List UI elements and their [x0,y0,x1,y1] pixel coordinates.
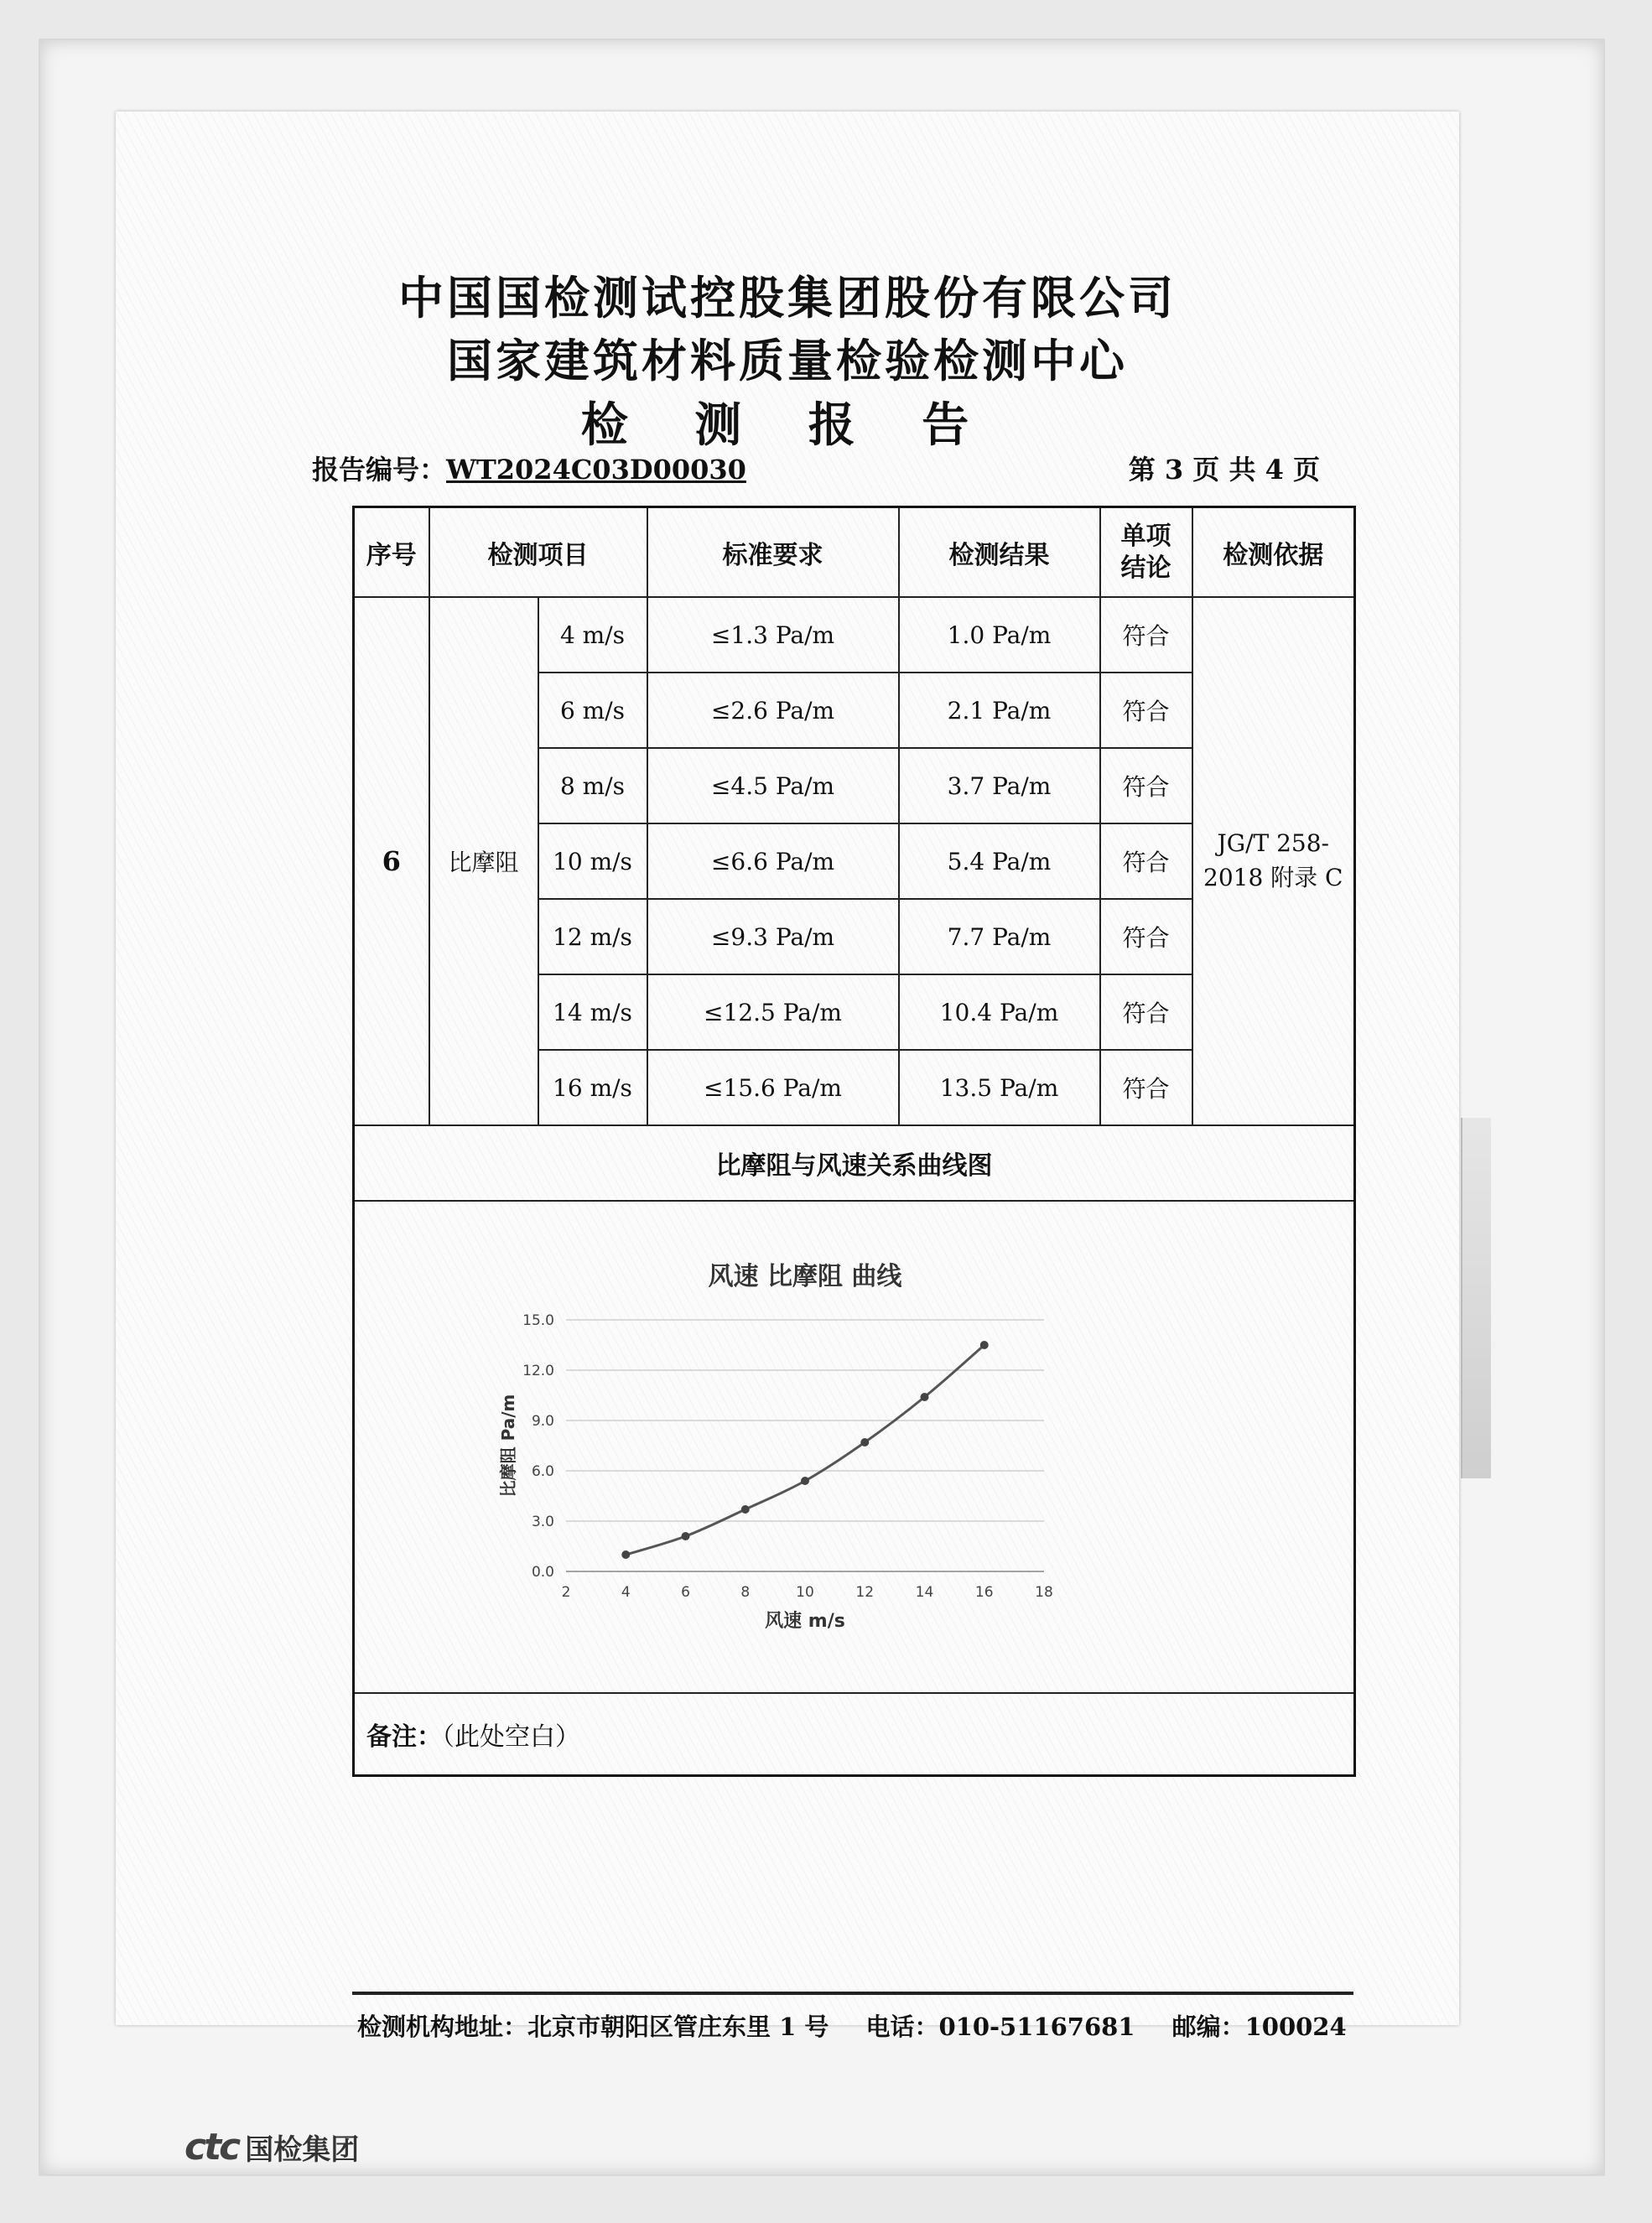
x-axis-label: 风速 m/s [765,1610,845,1632]
table-row [354,597,1355,673]
x-tick-label: 2 [561,1583,571,1601]
result-cell: 1.0 Pa/m [899,597,1100,673]
result-cell: 3.7 Pa/m [899,748,1100,823]
report-page [116,112,1459,2168]
verdict-cell: 符合 [1100,974,1192,1050]
data-point [860,1438,869,1447]
chart-title: 风速 比摩阻 曲线 [708,1261,902,1291]
x-tick-label: 14 [915,1583,934,1601]
data-point [621,1550,630,1559]
group-logo [184,2126,359,2168]
header-requirement: 标准要求 [647,507,899,598]
requirement-cell: ≤15.6 Pa/m [647,1050,899,1125]
series-line [626,1345,984,1555]
speed-cell: 12 m/s [538,899,647,974]
report-number-label: 报告编号： [312,454,447,486]
x-tick-label: 16 [974,1583,994,1601]
logo-name: 国检集团 [245,2133,360,2167]
verdict-cell: 符合 [1100,1050,1192,1125]
table-header-row [354,507,1355,598]
y-tick-label: 6.0 [531,1462,554,1480]
seal-edge [1461,1118,1491,1478]
data-point [682,1532,690,1540]
requirement-cell: ≤12.5 Pa/m [647,974,899,1050]
document-title: 检 测 报 告 [580,397,995,453]
header-basis: 检测依据 [1192,507,1355,598]
verdict-cell: 符合 [1100,899,1192,974]
y-tick-label: 0.0 [531,1563,554,1581]
requirement-cell: ≤9.3 Pa/m [647,899,899,974]
header-result: 检测结果 [899,507,1100,598]
y-axis-label: 比摩阻 Pa/m [498,1394,518,1497]
seq-cell: 6 [354,597,429,1125]
x-tick-label: 18 [1035,1583,1053,1601]
y-tick-label: 3.0 [531,1513,554,1530]
friction-curve-chart [355,1204,1353,1691]
header-seq: 序号 [354,507,429,598]
requirement-cell: ≤4.5 Pa/m [647,748,899,823]
result-cell: 2.1 Pa/m [899,673,1100,748]
speed-cell: 14 m/s [538,974,647,1050]
x-tick-label: 8 [740,1583,751,1601]
data-point [801,1477,809,1485]
x-tick-label: 10 [796,1583,814,1601]
speed-cell: 16 m/s [538,1050,647,1125]
chart-section-title: 比摩阻与风速关系曲线图 [354,1125,1355,1201]
footer-postcode: 邮编：100024 [1171,2013,1347,2041]
footer-info [357,2008,1375,2043]
requirement-cell: ≤1.3 Pa/m [647,597,899,673]
requirement-cell: ≤2.6 Pa/m [647,673,899,748]
footer-phone: 电话：010-51167681 [865,2013,1135,2041]
y-tick-label: 12.0 [522,1362,554,1379]
header-item: 检测项目 [429,507,647,598]
verdict-cell: 符合 [1100,673,1192,748]
y-tick-label: 15.0 [522,1311,554,1329]
company-name: 中国国检测试控股集团股份有限公司 [398,271,1177,325]
result-cell: 7.7 Pa/m [899,899,1100,974]
item-cell: 比摩阻 [429,597,538,1125]
result-cell: 10.4 Pa/m [899,974,1100,1050]
center-name: 国家建筑材料质量检验检测中心 [447,334,1128,387]
remark-text: （此处空白） [442,1722,580,1752]
y-tick-label: 9.0 [531,1412,554,1430]
speed-cell: 8 m/s [538,748,647,823]
remark-cell [354,1693,1355,1776]
verdict-cell: 符合 [1100,823,1192,899]
x-tick-label: 12 [855,1583,875,1601]
data-point [921,1393,929,1401]
remark-label: 备注： [366,1722,442,1752]
x-tick-label: 4 [621,1583,631,1601]
basis-cell: JG/T 258-2018 附录 C [1192,597,1355,1125]
verdict-cell: 符合 [1100,748,1192,823]
speed-cell: 10 m/s [538,823,647,899]
chart-title-row [354,1125,1355,1201]
page-indicator: 第 3 页 共 4 页 [1128,454,1320,486]
result-cell: 5.4 Pa/m [899,823,1100,899]
speed-cell: 6 m/s [538,673,647,748]
requirement-cell: ≤6.6 Pa/m [647,823,899,899]
data-point [741,1505,750,1514]
verdict-cell: 符合 [1100,597,1192,673]
header-verdict: 单项 结论 [1100,507,1192,598]
data-point [980,1341,989,1349]
footer-address: 检测机构地址：北京市朝阳区管庄东里 1 号 [357,2013,829,2041]
chart-cell [354,1201,1355,1693]
chart-row [354,1201,1355,1693]
report-number: WT2024C03D00030 [446,454,746,486]
result-cell: 13.5 Pa/m [899,1050,1100,1125]
speed-cell: 4 m/s [538,597,647,673]
remark-row [354,1693,1355,1776]
footer-divider [352,1992,1353,1995]
test-results-table [352,506,1356,1777]
report-number-line [312,449,746,487]
x-tick-label: 6 [681,1583,690,1601]
ctc-logo-mark: ctc [184,2126,239,2168]
